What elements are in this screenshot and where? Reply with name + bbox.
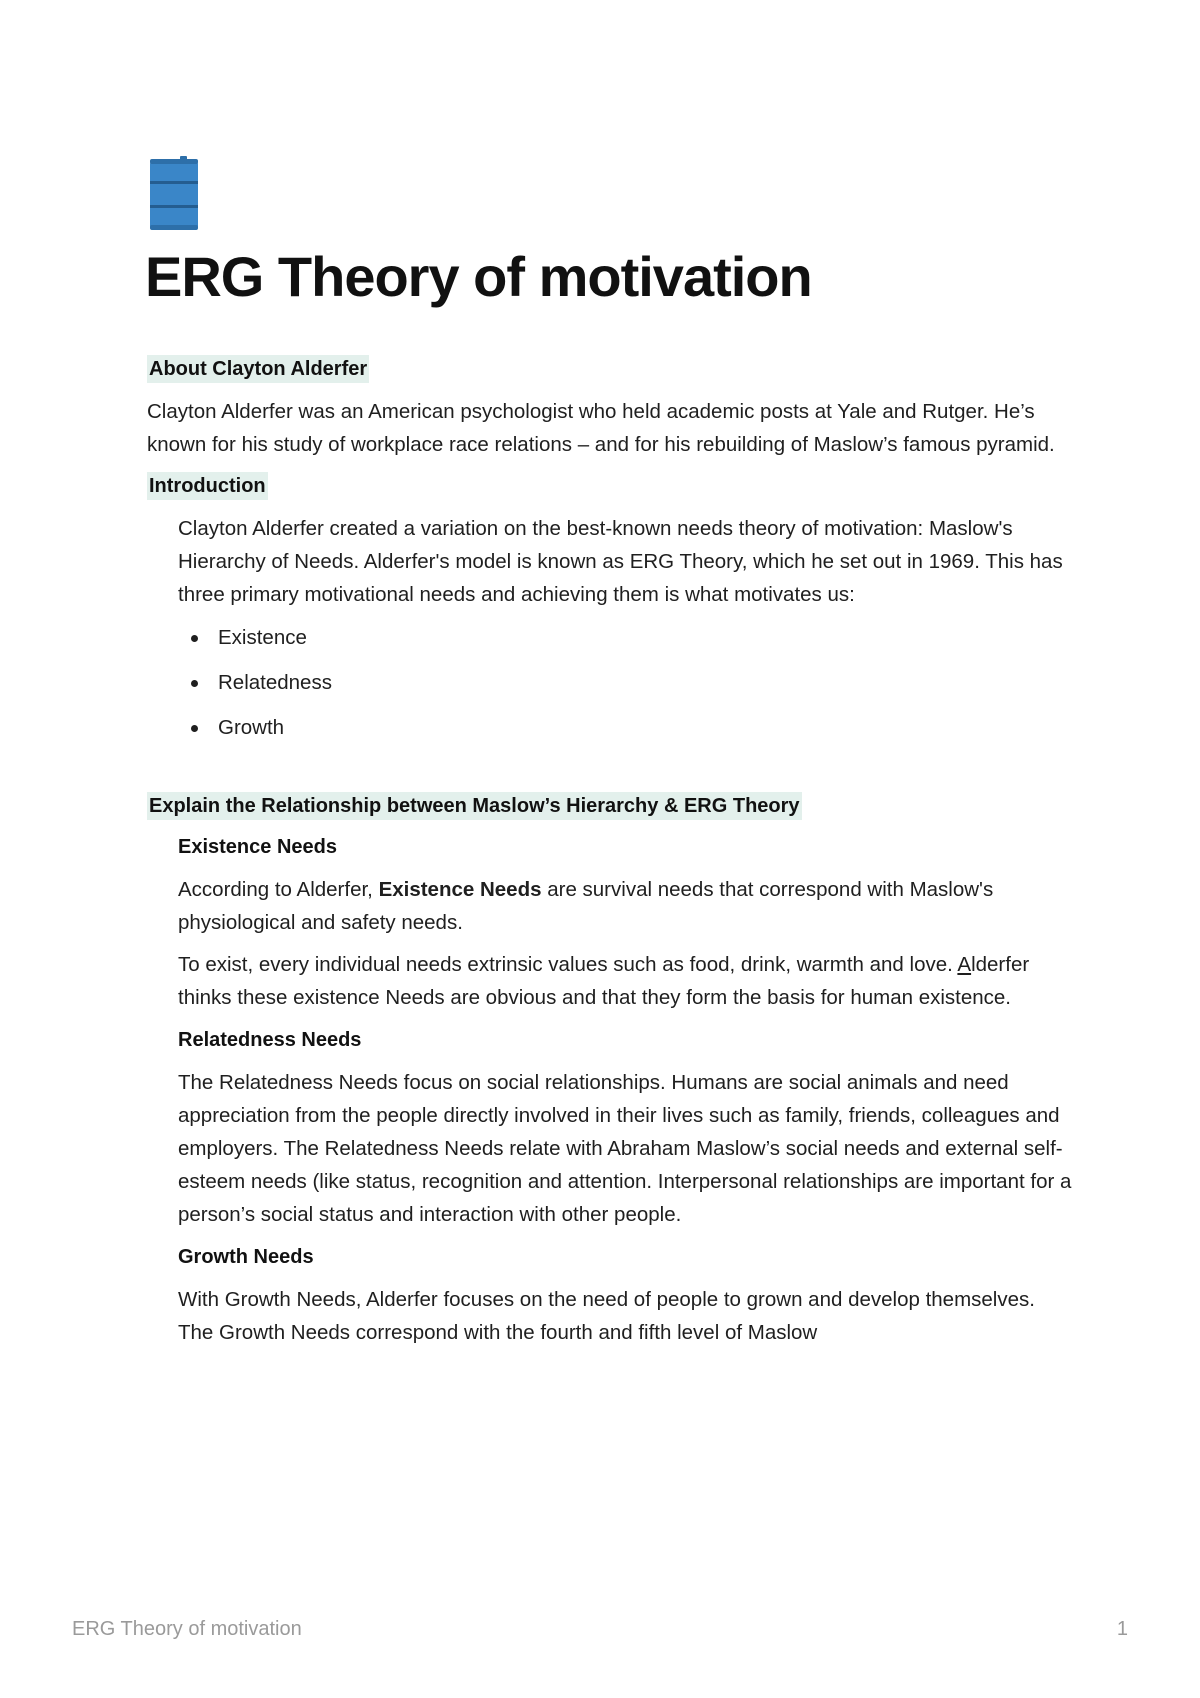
text-span: are survival needs that correspond with Maslow's physiological and safety needs. — [178, 878, 994, 934]
oil-drum-icon — [147, 155, 201, 231]
growth-paragraph: With Growth Needs, Alderfer focuses on the need of people to grown and develop themselves. The Growth Needs correspond with the fourth and fifth level of Maslow — [178, 1288, 1035, 1344]
relatedness-heading: Relatedness Needs — [178, 1029, 362, 1051]
existence-paragraph-1 — [178, 873, 1072, 939]
list-item: Existence — [178, 624, 1072, 652]
existence-paragraph-2 — [178, 948, 1072, 1014]
text-span: According to Alderfer, — [178, 878, 379, 901]
underlined-letter: A — [957, 953, 972, 976]
page-title: ERG Theory of motivation — [145, 245, 812, 308]
bold-term: Existence Needs — [378, 878, 542, 901]
relationship-heading: Explain the Relationship between Maslow’s Hierarchy & ERG Theory — [147, 792, 802, 820]
needs-list — [178, 624, 1072, 742]
about-heading: About Clayton Alderfer — [147, 355, 369, 383]
intro-paragraph: Clayton Alderfer created a variation on the best-known needs theory of motivation: Maslow's Hierarchy of Needs. Alderfer's model is known as ERG Theory, which he set out in 1969. This has three primary motivational needs and achieving them is what motivates us: — [178, 517, 1063, 606]
existence-heading: Existence Needs — [178, 836, 337, 858]
relationship-block — [178, 833, 1072, 1349]
about-paragraph: Clayton Alderfer was an American psychologist who held academic posts at Yale and Rutger. He’s known for his study of workplace race relations – and for his rebuilding of Maslow’s famous pyramid. — [147, 400, 1055, 456]
text-span: lderfer thinks these existence Needs are obvious and that they form the basis for human existence. — [178, 953, 1030, 1009]
footer-title: ERG Theory of motivation — [72, 1618, 302, 1640]
page-number: 1 — [1116, 1618, 1128, 1640]
growth-heading: Growth Needs — [178, 1246, 314, 1268]
intro-heading: Introduction — [147, 472, 268, 500]
list-item: Growth — [178, 714, 1072, 742]
document-page — [147, 155, 1072, 1349]
text-span: To exist, every individual needs extrinsic values such as food, drink, warmth and love. — [178, 953, 958, 976]
relatedness-paragraph: The Relatedness Needs focus on social relationships. Humans are social animals and need appreciation from the people directly involved in their lives such as family, friends, colleagues and employers. The Relatedness Needs relate with Abraham Maslow’s social needs and external self-esteem needs (like status, recognition and attention. Interpersonal relationships are important for a person’s social status and interaction with other people. — [178, 1071, 1072, 1226]
list-item: Relatedness — [178, 669, 1072, 697]
intro-block — [178, 512, 1072, 742]
